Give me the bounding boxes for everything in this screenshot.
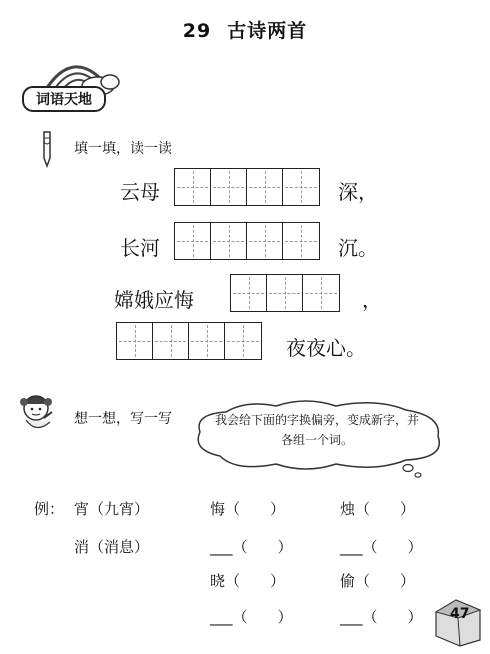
item-zhu: 烛（ ） <box>340 500 416 518</box>
poem-line3-suffix: ， <box>362 288 382 312</box>
grid-cell[interactable] <box>225 323 261 359</box>
char-grid-line1[interactable] <box>174 168 320 206</box>
char-grid-line4[interactable] <box>116 322 262 360</box>
answer-blank[interactable]: （ ） <box>225 572 286 590</box>
badge-label: 词语天地 <box>36 92 92 108</box>
grid-cell[interactable] <box>283 223 319 259</box>
lesson-number: 29 <box>182 20 212 42</box>
page-title <box>0 16 490 43</box>
poem-line1-prefix: 云母 <box>120 180 160 204</box>
blank-row4-right[interactable]: ___（ ） <box>340 608 423 626</box>
grid-cell[interactable] <box>267 275 303 311</box>
poem-line2-prefix: 长河 <box>120 236 160 260</box>
lesson-title: 古诗两首 <box>227 20 308 42</box>
item-xiao: 晓（ ） <box>210 572 286 590</box>
blank-row4-left[interactable]: ___（ ） <box>210 608 293 626</box>
grid-cell[interactable] <box>247 169 283 205</box>
grid-cell[interactable] <box>189 323 225 359</box>
fill-read-instruction: 填一填，读一读 <box>74 141 172 157</box>
grid-cell[interactable] <box>175 169 211 205</box>
blank-row2-right[interactable]: ___（ ） <box>340 538 423 556</box>
think-write-instruction: 想一想，写一写 <box>74 411 172 427</box>
char-grid-line2[interactable] <box>174 222 320 260</box>
grid-cell[interactable] <box>175 223 211 259</box>
grid-cell[interactable] <box>283 169 319 205</box>
page-number: 47 <box>450 606 470 622</box>
example-label: 例： <box>34 500 65 518</box>
example-1: 宵（九宵） <box>74 500 150 518</box>
pencil-icon <box>36 128 58 168</box>
poem-line2-suffix: 沉。 <box>338 236 378 260</box>
grid-cell[interactable] <box>211 223 247 259</box>
poem-line4-suffix: 夜夜心。 <box>286 336 366 360</box>
grid-cell[interactable] <box>117 323 153 359</box>
poem-line3-prefix: 嫦娥应悔 <box>114 288 194 312</box>
answer-blank[interactable]: （ ） <box>355 500 416 518</box>
thinking-girl-icon <box>16 388 64 434</box>
grid-cell[interactable] <box>231 275 267 311</box>
vocabulary-badge <box>22 86 106 112</box>
item-tou: 偷（ ） <box>340 572 416 590</box>
answer-blank[interactable]: （ ） <box>355 572 416 590</box>
example-2: 消（消息） <box>74 538 150 556</box>
poem-line1-suffix: 深， <box>338 180 378 204</box>
grid-cell[interactable] <box>211 169 247 205</box>
answer-blank[interactable]: （ ） <box>225 500 286 518</box>
bubble-text: 我会给下面的字换偏旁，变成新字，并各组一个词。 <box>214 413 419 447</box>
char-grid-line3[interactable] <box>230 274 340 312</box>
grid-cell[interactable] <box>303 275 339 311</box>
grid-cell[interactable] <box>247 223 283 259</box>
blank-row2-left[interactable]: ___（ ） <box>210 538 293 556</box>
item-hui: 悔（ ） <box>210 500 286 518</box>
grid-cell[interactable] <box>153 323 189 359</box>
